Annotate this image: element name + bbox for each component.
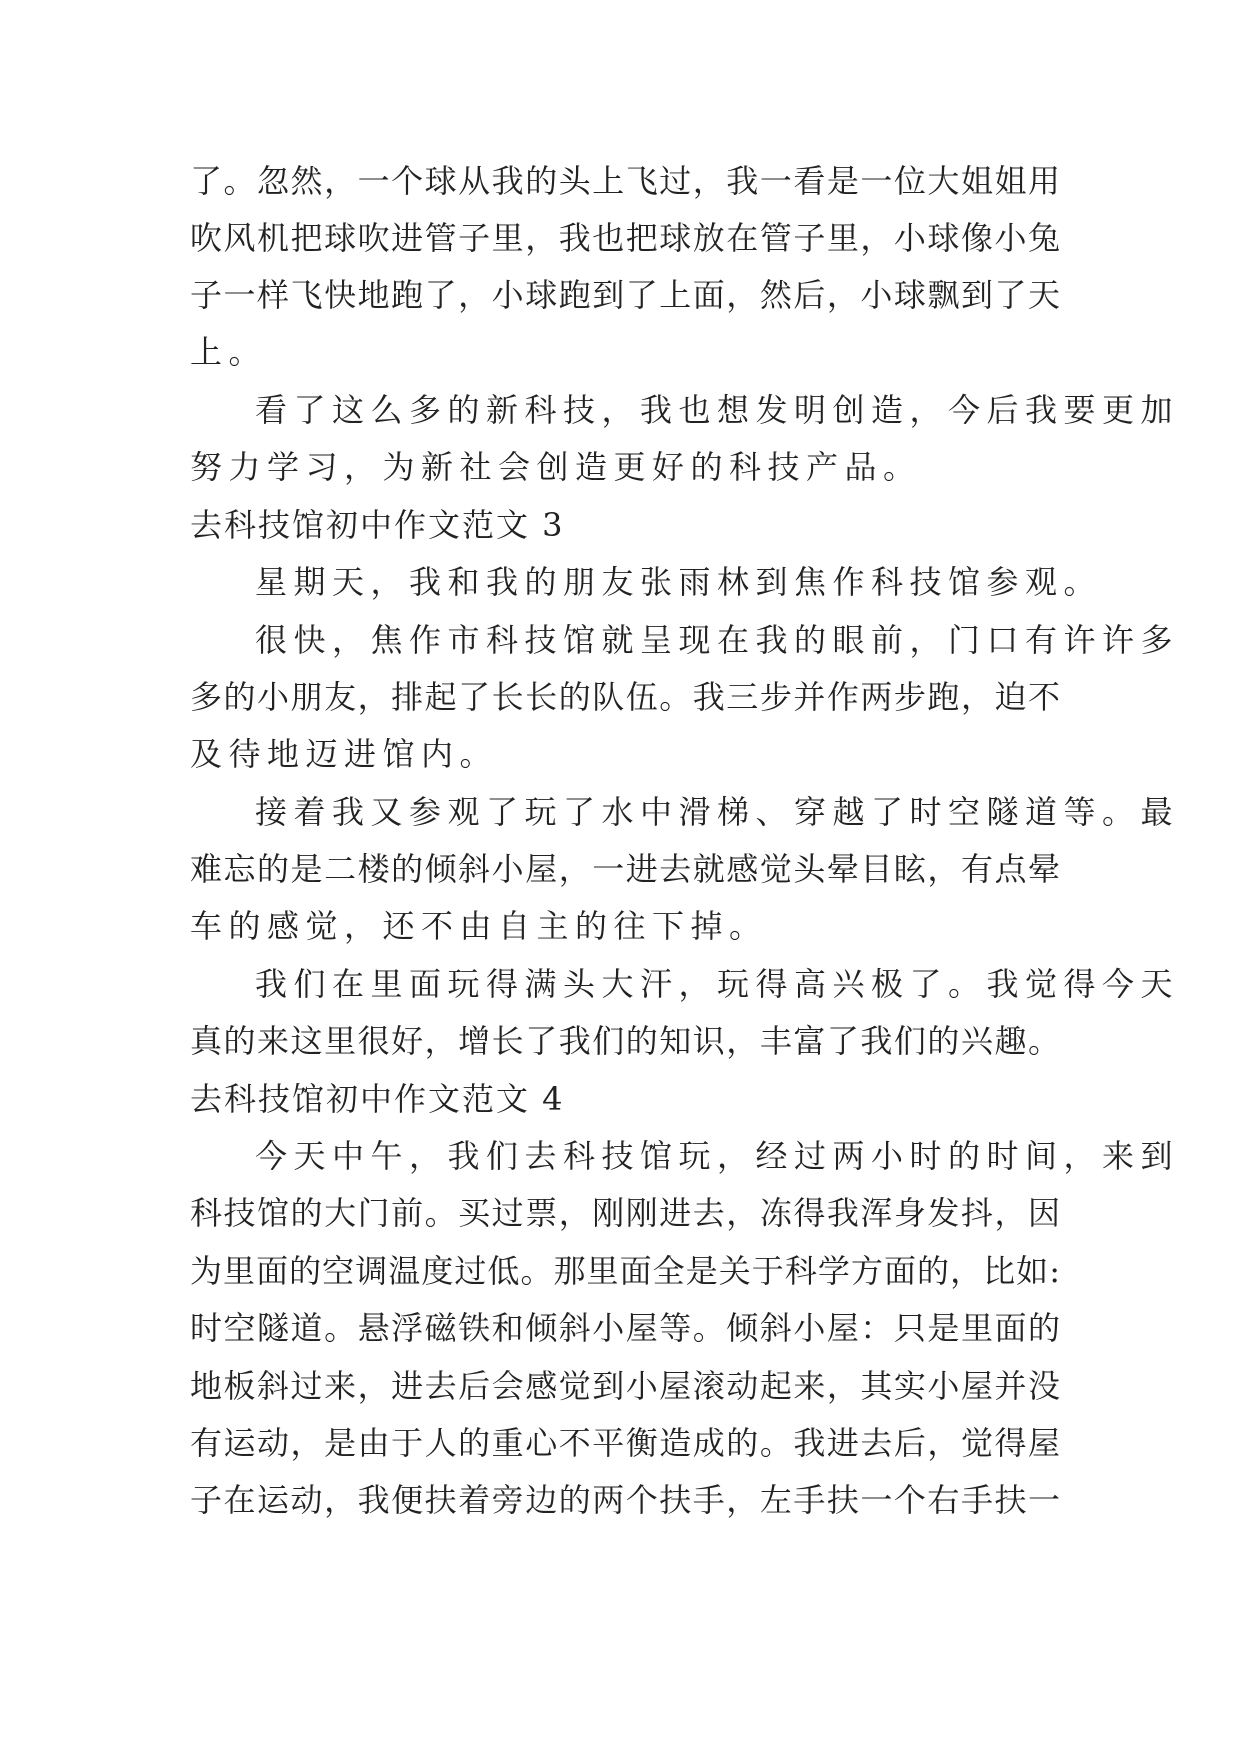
body-text-line: 吹风机把球吹进管子里，我也把球放在管子里，小球像小兔	[190, 219, 1060, 257]
body-text-line: 科技馆的大门前。买过票，刚刚进去，冻得我浑身发抖，因	[190, 1194, 1060, 1232]
body-text-line: 难忘的是二楼的倾斜小屋，一进去就感觉头晕目眩，有点晕	[190, 850, 1060, 888]
body-text-line: 子在运动，我便扶着旁边的两个扶手，左手扶一个右手扶一	[190, 1481, 1060, 1519]
paragraph-first-line: 我们在里面玩得满头大汗，玩得高兴极了。我觉得今天	[255, 965, 1180, 1003]
body-text-line: 真的来这里很好，增长了我们的知识，丰富了我们的兴趣。	[190, 1022, 1060, 1060]
section-heading: 去科技馆初中作文范文 4	[190, 1080, 565, 1118]
paragraph-first-line: 星期天，我和我的朋友张雨林到焦作科技馆参观。	[255, 563, 1103, 601]
section-heading: 去科技馆初中作文范文 3	[190, 506, 565, 544]
body-text-line: 有运动，是由于人的重心不平衡造成的。我进去后，觉得屋	[190, 1424, 1060, 1462]
body-text-line: 多的小朋友，排起了长长的队伍。我三步并作两步跑，迫不	[190, 678, 1060, 716]
body-text-line: 为里面的空调温度过低。那里面全是关于科学方面的，比如:	[190, 1252, 1060, 1290]
body-text-line: 时空隧道。悬浮磁铁和倾斜小屋等。倾斜小屋：只是里面的	[190, 1309, 1060, 1347]
body-text-line: 努力学习，为新社会创造更好的科技产品。	[190, 448, 922, 486]
body-text-line: 上。	[190, 333, 268, 371]
paragraph-first-line: 今天中午，我们去科技馆玩，经过两小时的时间，来到	[255, 1137, 1180, 1175]
body-text-line: 及待地迈进馆内。	[190, 735, 499, 773]
paragraph-first-line: 很快，焦作市科技馆就呈现在我的眼前，门口有许许多	[255, 621, 1180, 659]
body-text-line: 地板斜过来，进去后会感觉到小屋滚动起来，其实小屋并没	[190, 1367, 1060, 1405]
body-text-line: 车的感觉，还不由自主的往下掉。	[190, 907, 768, 945]
paragraph-first-line: 接着我又参观了玩了水中滑梯、穿越了时空隧道等。最	[255, 793, 1180, 831]
body-text-line: 了。忽然，一个球从我的头上飞过，我一看是一位大姐姐用	[190, 162, 1060, 200]
body-text-line: 子一样飞快地跑了，小球跑到了上面，然后，小球飘到了天	[190, 276, 1060, 314]
paragraph-first-line: 看了这么多的新科技，我也想发明创造，今后我要更加	[255, 391, 1180, 429]
